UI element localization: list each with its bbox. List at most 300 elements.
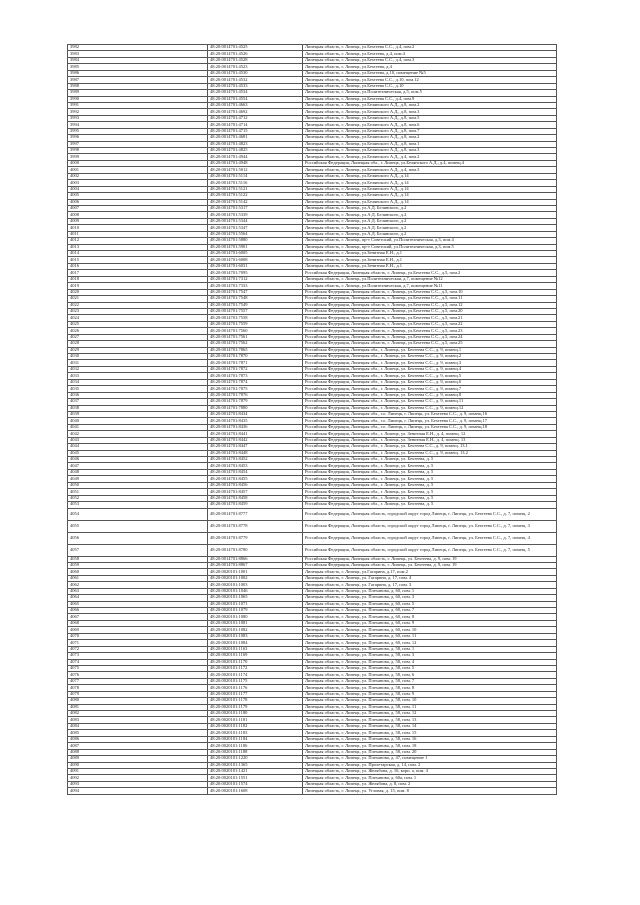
cadastral-number-cell: 48:20:0014701:7875	[208, 386, 303, 392]
row-number-cell: 3989	[68, 90, 208, 96]
address-cell: Липецкая область, г. Липецк, ул. Плеханова, д. 58, пом. 5	[303, 665, 557, 671]
table-row	[68, 508, 557, 520]
row-number-cell: 4090	[68, 762, 208, 768]
cadastral-number-cell: 48:20:0020101:1551	[208, 775, 303, 781]
row-number-cell: 3997	[68, 141, 208, 147]
row-number-cell: 4029	[68, 347, 208, 353]
cadastral-number-cell: 48:20:0020101:1175	[208, 678, 303, 684]
row-number-cell: 4052	[68, 495, 208, 501]
row-number-cell: 4078	[68, 685, 208, 691]
address-cell: Липецкая область, г. Липецк, ул. Желябова, д. 16, корп. а, пом. 4	[303, 768, 557, 774]
address-cell: Липецкая область, г. Липецк, ул.Политехническая, д.7, помещение №11	[303, 283, 557, 289]
row-number-cell: 4007	[68, 205, 208, 211]
address-cell: Российская Федерация, Липецкая обл., г. Липецк, ул. Бехтеева С.С., д. 9, помещ.4	[303, 366, 557, 372]
row-number-cell: 4073	[68, 653, 208, 659]
row-number-cell: 4000	[68, 160, 208, 166]
cadastral-number-cell: 48:20:0020101:1083	[208, 633, 303, 639]
cadastral-number-cell: 48:20:0014701:8455	[208, 476, 303, 482]
table-row	[68, 788, 557, 794]
row-number-cell: 4004	[68, 186, 208, 192]
address-cell: Российская Федерация, Липецкая обл., г. Липецк, ул. Бехтеева С.С., д. 9, помещ.3	[303, 360, 557, 366]
address-cell: Липецкая область, г. Липецк, ул.Бехтеева, д.4, пом.4	[303, 51, 557, 57]
table-row	[68, 520, 557, 532]
row-number-cell: 4057	[68, 544, 208, 556]
row-number-cell: 3992	[68, 109, 208, 115]
cadastral-number-cell: 48:20:0014701:4692	[208, 109, 303, 115]
cadastral-number-cell: 48:20:0014701:5142	[208, 199, 303, 205]
cadastral-number-cell: 48:20:0014701:8452	[208, 457, 303, 463]
address-cell: Российская Федерация, Липецкая обл., г. Липецк, ул. Бехтеева С.С., д. 9, помещ.12	[303, 405, 557, 411]
address-cell: Липецкая область, г. Липецк, ул.Белянского А.Д., д.14	[303, 193, 557, 199]
cadastral-number-cell: 48:20:0014701:5012	[208, 167, 303, 173]
cadastral-number-cell: 48:20:0014701:7557	[208, 308, 303, 314]
row-number-cell: 3983	[68, 51, 208, 57]
cadastral-number-cell: 48:20:0020101:1177	[208, 691, 303, 697]
row-number-cell: 4081	[68, 704, 208, 710]
row-number-cell: 4045	[68, 450, 208, 456]
cadastral-number-cell: 48:20:0020101:1421	[208, 768, 303, 774]
row-number-cell: 4026	[68, 328, 208, 334]
cadastral-number-cell: 48:20:0020101:1181	[208, 717, 303, 723]
address-cell: Липецкая область, г. Липецк, ул. Плеханова, д. 58, пом. 9	[303, 691, 557, 697]
address-cell: Липецкая область, г. Липецк, ул. Гагарина, д. 17, пом. 3	[303, 582, 557, 588]
address-cell: Российская Федерация, Липецкая обл., г. Липецк, ул. Бехтеева С.С., д. 9, помещ.8	[303, 392, 557, 398]
cadastral-number-cell: 48:20:0020101:1174	[208, 672, 303, 678]
address-cell: Липецкая область, г. Липецк, ул.Гагарина, д.17, пом.2	[303, 569, 557, 575]
cadastral-number-cell: 48:20:0014701:7559	[208, 321, 303, 327]
cadastral-number-cell: 48:20:0014701:5880	[208, 238, 303, 244]
address-cell: Российская Федерация, Липецкая обл., г. Липецк, ул. Бехтеева С.С., д. 9, помещ.5	[303, 373, 557, 379]
row-number-cell: 4039	[68, 411, 208, 417]
row-number-cell: 4033	[68, 373, 208, 379]
address-cell: Липецкая область, г. Липецк, ул. Плеханова, д. 60, пом. 8	[303, 614, 557, 620]
address-cell: Липецкая область, г. Липецк, ул. Плеханова, д. 60а, пом. 1	[303, 775, 557, 781]
address-cell: Липецкая область, г. Липецк, ул. Плеханова, д. 58, пом. 3	[303, 653, 557, 659]
address-cell: Липецкая область, г. Липецк, ул. Плеханова, д. 60, пом. 9	[303, 620, 557, 626]
row-number-cell: 4024	[68, 315, 208, 321]
cadastral-number-cell: 48:20:0014701:5317	[208, 205, 303, 211]
cadastral-number-cell: 48:20:0014701:7876	[208, 392, 303, 398]
row-number-cell: 4050	[68, 482, 208, 488]
address-cell: Российская Федерация, Липецкая обл., г. Липецк, ул. Бехтеева С.С., д. 9, помещ. 13.1	[303, 444, 557, 450]
address-cell: Липецкая область, г. Липецк, ул.Белянского А.Д., д.14	[303, 173, 557, 179]
cadastral-number-cell: 48:20:0014701:8441	[208, 431, 303, 437]
address-cell: Российская Федерация, Липецкая обл., г. Липецк, ул. Бехтеева, д. 5	[303, 469, 557, 475]
row-number-cell: 4063	[68, 588, 208, 594]
address-cell: Российская Федерация, Липецкая область, городской округ город Липецк, г. Липецк, ул. Бехтеева С.С., д. 7, помещ. 5	[303, 544, 557, 556]
table-row	[68, 544, 557, 556]
cadastral-number-cell: 48:20:0014701:7874	[208, 379, 303, 385]
row-number-cell: 4013	[68, 244, 208, 250]
row-number-cell: 4044	[68, 444, 208, 450]
cadastral-number-cell: 48:20:0020101:1188	[208, 749, 303, 755]
cadastral-number-cell: 48:20:0020101:1079	[208, 608, 303, 614]
address-cell: Липецкая область, г. Липецк, ул. Плеханова, д. 58, пом. 16	[303, 736, 557, 742]
row-number-cell: 4064	[68, 595, 208, 601]
cadastral-number-cell: 48:20:0020101:1084	[208, 640, 303, 646]
row-number-cell: 3995	[68, 128, 208, 134]
cadastral-number-cell: 48:20:0014701:6005	[208, 251, 303, 257]
row-number-cell: 4012	[68, 238, 208, 244]
row-number-cell: 4049	[68, 476, 208, 482]
address-cell: Липецкая область, г. Липецк, ул. Плеханова, д. 58, пом. 1	[303, 646, 557, 652]
cadastral-number-cell: 48:20:0014701:7549	[208, 302, 303, 308]
cadastral-number-cell: 48:20:0020101:1002	[208, 575, 303, 581]
row-number-cell: 4008	[68, 212, 208, 218]
address-cell: Российская Федерация, Липецкая область, городской округ город Липецк, г. Липецк, ул. Бехтеева С.С., д. 7, помещ. 4	[303, 532, 557, 544]
row-number-cell: 3994	[68, 122, 208, 128]
address-cell: Липецкая область, г. Липецк, ул. Плеханова, д. 60, пом. 10	[303, 627, 557, 633]
address-cell: Российская Федерация, Липецкая область, г. Липецк, ул.Бехтеева С.С., д.5, пом.12	[303, 302, 557, 308]
row-number-cell: 4075	[68, 665, 208, 671]
address-cell: Липецкая область, г. Липецк, ул.Бехтеева С.С., д.4, пом.3	[303, 57, 557, 63]
address-cell: Российская Федерация, Липецкая область, г. Липецк, ул.Бехтеева С.С., д.5, пом.21	[303, 315, 557, 321]
cadastral-number-cell: 48:20:0020101:1169	[208, 653, 303, 659]
row-number-cell: 4003	[68, 180, 208, 186]
cadastral-number-cell: 48:20:0014701:7548	[208, 296, 303, 302]
cadastral-number-cell: 48:20:0020101:1180	[208, 711, 303, 717]
row-number-cell: 4017	[68, 270, 208, 276]
cadastral-number-cell: 48:20:0020101:1184	[208, 736, 303, 742]
row-number-cell: 3982	[68, 45, 208, 51]
row-number-cell: 3987	[68, 77, 208, 83]
address-cell: Российская Федерация, Липецкая обл., г. Липецк, ул.Белянского А.Д., д.4, помещ.4	[303, 160, 557, 166]
row-number-cell: 4034	[68, 379, 208, 385]
row-number-cell: 3986	[68, 70, 208, 76]
cadastral-number-cell: 48:20:0020101:1182	[208, 723, 303, 729]
address-cell: Липецкая область, г. Липецк, пр-т Советский, ул.Политехническая, д.3, пом.4	[303, 238, 557, 244]
address-cell: Российская Федерация, Липецкая обл., г. Липецк, ул. Зенитная Е.Н., д. 4, помещ. 13	[303, 437, 557, 443]
cadastral-number-cell: 48:20:0014701:5347	[208, 225, 303, 231]
address-cell: Липецкая область, г. Липецк, ул.Зенитная Е.Н., д.1	[303, 263, 557, 269]
address-cell: Липецкая область, г. Липецк, ул.Бехтеева, д.4	[303, 64, 557, 70]
cadastral-number-cell: 48:20:0014701:8777	[208, 508, 303, 520]
cadastral-number-cell: 48:20:0020101:1183	[208, 730, 303, 736]
address-cell: Липецкая область, г. Липецк, ул.Бехтеева С.С., д.4, пом.2	[303, 45, 557, 51]
cadastral-number-cell: 48:20:0014701:7561	[208, 334, 303, 340]
cadastral-number-cell: 48:20:0014701:8780	[208, 544, 303, 556]
cadastral-number-cell: 48:20:0014701:4663	[208, 102, 303, 108]
row-number-cell: 4061	[68, 575, 208, 581]
address-cell: Российская Федерация, Липецкая обл., г. Липецк, ул. Бехтеева, д. 5	[303, 495, 557, 501]
cadastral-number-cell: 48:20:0014701:8453	[208, 463, 303, 469]
row-number-cell: 3990	[68, 96, 208, 102]
address-cell: Липецкая область, г. Липецк, ул. Плеханова, д. 58, пом. 7	[303, 678, 557, 684]
address-cell: Российская Федерация, Липецкая обл., г. Липецк, ул. Бехтеева С.С., д. 9, помещ.1	[303, 347, 557, 353]
row-number-cell: 3985	[68, 64, 208, 70]
address-cell: Липецкая область, г. Липецк, ул.А.Д. Белянского, д.2	[303, 231, 557, 237]
cadastral-number-cell: 48:20:0014701:5122	[208, 193, 303, 199]
cadastral-number-cell: 48:20:0014701:8778	[208, 520, 303, 532]
row-number-cell: 4002	[68, 173, 208, 179]
address-cell: Липецкая область, г. Липецк, ул. Плеханова, д. 58, пом. 18	[303, 743, 557, 749]
cadastral-number-cell: 48:20:0014701:4523	[208, 64, 303, 70]
address-cell: Российская Федерация, Липецкая область, г. Липецк, ул.Бехтеева С.С., д.5, пом.23	[303, 328, 557, 334]
row-number-cell: 4053	[68, 502, 208, 508]
address-cell: Российская Федерация, Липецкая обл., г. Липецк, ул. Бехтеева, д. 5	[303, 502, 557, 508]
row-number-cell: 3984	[68, 57, 208, 63]
address-cell: Липецкая область, г. Липецк, ул. Плеханова, д. 58, пом. 8	[303, 685, 557, 691]
cadastral-number-cell: 48:20:0020101:1081	[208, 620, 303, 626]
row-number-cell: 4043	[68, 437, 208, 443]
cadastral-number-cell: 48:20:0020101:1178	[208, 698, 303, 704]
address-cell: Липецкая область, г. Липецк, ул. Плеханова, д. 58, пом. 4	[303, 659, 557, 665]
row-number-cell: 4040	[68, 418, 208, 424]
cadastral-number-cell: 48:20:0020101:1220	[208, 756, 303, 762]
cadastral-number-cell: 48:20:0014701:4528	[208, 57, 303, 63]
cadastral-number-cell: 48:20:0014701:4944	[208, 154, 303, 160]
cadastral-number-cell: 48:20:0014701:5344	[208, 218, 303, 224]
row-number-cell: 4083	[68, 717, 208, 723]
row-number-cell: 3999	[68, 154, 208, 160]
cadastral-number-cell: 48:20:0020101:1179	[208, 704, 303, 710]
address-cell: Российская Федерация, Липецкая область, г. Липецк, ул.Бехтеева С.С., д.5, пом.2	[303, 270, 557, 276]
row-number-cell: 4021	[68, 296, 208, 302]
row-number-cell: 4094	[68, 788, 208, 794]
cadastral-number-cell: 48:20:0020101:1170	[208, 659, 303, 665]
address-cell: Российская Федерация, Липецкая обл., г.о. Липецк, г. Липецк, ул. Бехтеева С.С., д. 9, помещ.17	[303, 418, 557, 424]
cadastral-number-cell: 48:20:0014701:8435	[208, 418, 303, 424]
address-cell: Российская Федерация, Липецкая область, г. Липецк, ул.Бехтеева С.С., д.5, пом.20	[303, 308, 557, 314]
cadastral-number-cell: 48:20:0014701:5116	[208, 180, 303, 186]
address-cell: Липецкая область, г. Липецк, ул.Белянского А.Д., д.14	[303, 186, 557, 192]
row-number-cell: 4062	[68, 582, 208, 588]
cadastral-number-cell: 48:20:0014701:7558	[208, 315, 303, 321]
cadastral-number-cell: 48:20:0014701:8456	[208, 482, 303, 488]
cadastral-number-cell: 48:20:0020101:1574	[208, 781, 303, 787]
row-number-cell: 4082	[68, 711, 208, 717]
cadastral-number-cell: 48:20:0020101:1080	[208, 614, 303, 620]
address-cell: Российская Федерация, Липецкая обл., г. Липецк, ул. Бехтеева, д. 5	[303, 476, 557, 482]
row-number-cell: 4028	[68, 341, 208, 347]
cadastral-number-cell: 48:20:0014701:7547	[208, 289, 303, 295]
address-cell: Российская Федерация, Липецкая область, г. Липецк, ул.Бехтеева С.С., д.5, пом.11	[303, 296, 557, 302]
address-cell: Липецкая область, г. Липецк, ул.Белянского А.Д., д.8, пом.1	[303, 141, 557, 147]
address-cell: Российская Федерация, Липецкая обл., г. Липецк, ул. Бехтеева, д. 5	[303, 457, 557, 463]
row-number-cell: 4067	[68, 614, 208, 620]
address-cell: Российская Федерация, Липецкая область, г. Липецк, ул.Бехтеева С.С., д.5, пом.25	[303, 341, 557, 347]
row-number-cell: 4089	[68, 756, 208, 762]
cadastral-number-cell: 48:20:0020101:1071	[208, 601, 303, 607]
row-number-cell: 4036	[68, 392, 208, 398]
address-cell: Липецкая область, г. Липецк, ул. Плеханова, д. 60, пом. 7	[303, 608, 557, 614]
address-cell: Российская Федерация, Липецкая обл., г. Липецк, ул. Зенитная Е.Н., д. 4, помещ. 12	[303, 431, 557, 437]
row-number-cell: 4069	[68, 627, 208, 633]
cadastral-number-cell: 48:20:0014701:7560	[208, 328, 303, 334]
cadastral-number-cell: 48:20:0014701:8779	[208, 532, 303, 544]
row-number-cell: 4058	[68, 556, 208, 562]
cadastral-number-cell: 48:20:0020101:1046	[208, 588, 303, 594]
address-cell: Липецкая область, г. Липецк, ул. Плеханова, д. 58, пом. 12	[303, 711, 557, 717]
cadastral-number-cell: 48:20:0014701:4823	[208, 141, 303, 147]
cadastral-number-cell: 48:20:0014701:6008	[208, 257, 303, 263]
row-number-cell: 3996	[68, 135, 208, 141]
row-number-cell: 4016	[68, 263, 208, 269]
cadastral-number-cell: 48:20:0014701:7095	[208, 270, 303, 276]
cadastral-number-cell: 48:20:0014701:8454	[208, 469, 303, 475]
address-cell: Липецкая область, г. Липецк, ул.Белянского А.Д., д.8, пом.3	[303, 148, 557, 154]
cadastral-number-cell: 48:20:0020101:1082	[208, 627, 303, 633]
row-number-cell: 4001	[68, 167, 208, 173]
address-cell: Липецкая область, г. Липецк, ул.Зенитная Е.Н., д.1	[303, 257, 557, 263]
address-cell: Липецкая область, г. Липецк, ул. Плеханова, д. 60, пом. 5	[303, 601, 557, 607]
address-cell: Российская Федерация, Липецкая область, городской округ город Липецк, г. Липецк, ул. Бехтеева С.С., д. 7, помещ. 2	[303, 508, 557, 520]
cadastral-number-cell: 48:20:0014701:4948	[208, 160, 303, 166]
address-cell: Липецкая область, г. Липецк, ул.Бехтеева, д.10, помещение №5	[303, 70, 557, 76]
row-number-cell: 4071	[68, 640, 208, 646]
address-cell: Российская Федерация, Липецкая область, г. Липецк, ул.Бехтеева С.С., д.5, пом.10	[303, 289, 557, 295]
row-number-cell: 4032	[68, 366, 208, 372]
cadastral-number-cell: 48:20:0014701:4530	[208, 70, 303, 76]
address-cell: Липецкая область, г. Липецк, ул.Белянского А.Д., д.8, пом.3	[303, 109, 557, 115]
cadastral-number-cell: 48:20:0020101:1003	[208, 582, 303, 588]
cadastral-number-cell: 48:20:0014701:4526	[208, 51, 303, 57]
address-cell: Российская Федерация, Липецкая область, г. Липецк, ул.Бехтеева С.С., д.5, пом.22	[303, 321, 557, 327]
address-cell: Российская Федерация, Липецкая область, г. Липецк, ул. Бехтеева, д. 9, пом. 19	[303, 562, 557, 568]
address-cell: Российская Федерация, Липецкая обл., г. Липецк, ул. Бехтеева, д. 5	[303, 482, 557, 488]
address-cell: Российская Федерация, Липецкая обл., г. Липецк, ул. Бехтеева, д. 5	[303, 463, 557, 469]
address-cell: Липецкая область, г. Липецк, пр-т Советский, ул.Политехническая, д.3, пом.5	[303, 244, 557, 250]
row-number-cell: 4086	[68, 736, 208, 742]
cadastral-number-cell: 48:20:0014701:5114	[208, 173, 303, 179]
address-cell: Липецкая область, г. Липецк, ул. Плеханова, д. 47, помещение 1	[303, 756, 557, 762]
row-number-cell: 4059	[68, 562, 208, 568]
row-number-cell: 4056	[68, 532, 208, 544]
address-cell: Российская Федерация, Липецкая обл., г. Липецк, ул. Бехтеева С.С., д. 9, помещ.7	[303, 386, 557, 392]
row-number-cell: 4020	[68, 289, 208, 295]
cadastral-number-cell: 48:20:0014701:4712	[208, 115, 303, 121]
cadastral-number-cell: 48:20:0020101:1065	[208, 595, 303, 601]
address-cell: Российская Федерация, Липецкая обл., г.о. Липецк, г. Липецк, ул. Бехтеева С.С., д. 9, помещ.18	[303, 424, 557, 430]
address-cell: Липецкая область, г. Липецк, ул. Плеханова, д. 58, пом. 13	[303, 717, 557, 723]
address-cell: Липецкая область, г. Липецк, ул.А.Д. Белянского, д.2	[303, 225, 557, 231]
address-cell: Российская Федерация, Липецкая обл., г. Липецк, ул. Бехтеева С.С., д. 9, помещ.11	[303, 399, 557, 405]
row-number-cell: 4038	[68, 405, 208, 411]
cadastral-number-cell: 48:20:0014701:8457	[208, 489, 303, 495]
row-number-cell: 4046	[68, 457, 208, 463]
address-cell: Российская Федерация, Липецкая область, городской округ город Липецк, г. Липецк, ул. Бехтеева С.С., д. 7, помещ. 3	[303, 520, 557, 532]
address-cell: Липецкая область, г. Липецк, ул.Белянского А.Д., д.8, пом.5	[303, 115, 557, 121]
cadastral-number-cell: 48:20:0014701:4532	[208, 77, 303, 83]
cadastral-number-cell: 48:20:0014701:6031	[208, 263, 303, 269]
row-number-cell: 4055	[68, 520, 208, 532]
cadastral-number-cell: 48:20:0020101:1163	[208, 646, 303, 652]
row-number-cell: 4011	[68, 231, 208, 237]
address-cell: Липецкая область, г. Липецк, ул. Плеханова, д. 60, пом. 12	[303, 640, 557, 646]
row-number-cell: 4048	[68, 469, 208, 475]
address-cell: Липецкая область, г. Липецк, ул. Плеханова, д. 58, пом. 14	[303, 723, 557, 729]
cadastral-number-cell: 48:20:0014701:8867	[208, 562, 303, 568]
row-number-cell: 3998	[68, 148, 208, 154]
address-cell: Российская Федерация, Липецкая область, г. Липецк, ул. Бехтеева, д. 9, пом. 19	[303, 556, 557, 562]
address-cell: Липецкая область, г. Липецк, ул.Бехтеева С.С., д.4, пом.9	[303, 96, 557, 102]
row-number-cell: 4005	[68, 193, 208, 199]
address-cell: Российская Федерация, Липецкая обл., г. Липецк, ул. Бехтеева С.С., д. 9, помещ. 13.2	[303, 450, 557, 456]
cadastral-number-cell: 48:20:0014701:7870	[208, 354, 303, 360]
row-number-cell: 4031	[68, 360, 208, 366]
row-number-cell: 4035	[68, 386, 208, 392]
row-number-cell: 4027	[68, 334, 208, 340]
row-number-cell: 4006	[68, 199, 208, 205]
row-number-cell: 4018	[68, 276, 208, 282]
row-number-cell: 4079	[68, 691, 208, 697]
cadastral-number-cell: 48:20:0014701:4715	[208, 128, 303, 134]
address-cell: Липецкая область, г. Липецк, ул.Бехтеева С.С., д.10, пом.12	[303, 77, 557, 83]
row-number-cell: 4051	[68, 489, 208, 495]
row-number-cell: 4076	[68, 672, 208, 678]
address-cell: Российская Федерация, Липецкая область, г. Липецк, ул.Бехтеева С.С., д.5, пом.24	[303, 334, 557, 340]
row-number-cell: 4077	[68, 678, 208, 684]
address-cell: Липецкая область, г. Липецк, ул.Белянского А.Д., д.14	[303, 199, 557, 205]
row-number-cell: 4054	[68, 508, 208, 520]
address-cell: Липецкая область, г. Липецк, ул.Белянского А.Д., д.14	[303, 180, 557, 186]
row-number-cell: 4066	[68, 608, 208, 614]
cadastral-number-cell: 48:20:0014701:5901	[208, 244, 303, 250]
address-cell: Липецкая область, г. Липецк, ул. Угловая, д. 15, пом. 8	[303, 788, 557, 794]
row-number-cell: 4088	[68, 749, 208, 755]
cadastral-number-cell: 48:20:0020101:1186	[208, 743, 303, 749]
cadastral-number-cell: 48:20:0014701:5121	[208, 186, 303, 192]
cadastral-number-cell: 48:20:0014701:8459	[208, 502, 303, 508]
address-cell: Липецкая область, г. Липецк, ул. Плеханова, д. 58, пом. 11	[303, 704, 557, 710]
row-number-cell: 4060	[68, 569, 208, 575]
row-number-cell: 3993	[68, 115, 208, 121]
row-number-cell: 4072	[68, 646, 208, 652]
address-cell: Липецкая область, г. Липецк, ул. Гагарина, д. 17, пом. 4	[303, 575, 557, 581]
address-cell: Липецкая область, г. Липецк, ул.Политехническая, д.5, пом.5	[303, 90, 557, 96]
cadastral-number-cell: 48:20:0014701:4681	[208, 135, 303, 141]
row-number-cell: 4087	[68, 743, 208, 749]
row-number-cell: 3991	[68, 102, 208, 108]
address-cell: Липецкая область, г. Липецк, ул.Белянского А.Д., д.8, пом.2	[303, 135, 557, 141]
cadastral-number-cell: 48:20:0020101:1172	[208, 665, 303, 671]
row-number-cell: 4009	[68, 218, 208, 224]
address-cell: Липецкая область, г. Липецк, ул.Белянского А.Д., д.8, пом.2	[303, 102, 557, 108]
cadastral-number-cell: 48:20:0014701:8866	[208, 556, 303, 562]
row-number-cell: 4023	[68, 308, 208, 314]
row-number-cell: 4091	[68, 768, 208, 774]
address-cell: Липецкая область, г. Липецк, ул. Плеханова, д. 60, пом. 3	[303, 595, 557, 601]
cadastral-number-cell: 48:20:0014701:7865	[208, 347, 303, 353]
address-cell: Липецкая область, г. Липецк, ул.Белянского А.Д., д.4, пом.3	[303, 167, 557, 173]
cadastral-number-cell: 48:20:0014701:4533	[208, 83, 303, 89]
address-cell: Липецкая область, г. Липецк, ул. Плеханова, д. 58, пом. 20	[303, 749, 557, 755]
address-cell: Липецкая область, г. Липецк, ул. Плеханова, д. 60, пом. 1	[303, 588, 557, 594]
cadastral-number-cell: 48:20:0014701:7879	[208, 399, 303, 405]
address-cell: Российская Федерация, Липецкая обл., г.о. Липецк, г. Липецк, ул. Бехтеева С.С., д. 9, помещ.16	[303, 411, 557, 417]
address-cell: Липецкая область, г. Липецк, ул. Плеханова, д. 60, пом. 11	[303, 633, 557, 639]
row-number-cell: 4030	[68, 354, 208, 360]
property-registry-table	[67, 44, 557, 795]
row-number-cell: 4070	[68, 633, 208, 639]
row-number-cell: 4093	[68, 781, 208, 787]
address-cell: Липецкая область, г. Липецк, ул.Белянского А.Д., д.8, пом.6	[303, 122, 557, 128]
address-cell: Липецкая область, г. Липецк, ул.А.Д. Белянского, д.2	[303, 205, 557, 211]
cadastral-number-cell: 48:20:0014701:8447	[208, 444, 303, 450]
cadastral-number-cell: 48:20:0014701:5564	[208, 231, 303, 237]
cadastral-number-cell: 48:20:0014701:8436	[208, 424, 303, 430]
cadastral-number-cell: 48:20:0014701:7872	[208, 366, 303, 372]
cadastral-number-cell: 48:20:0014701:8448	[208, 450, 303, 456]
cadastral-number-cell: 48:20:0014701:8458	[208, 495, 303, 501]
cadastral-number-cell: 48:20:0014701:7333	[208, 283, 303, 289]
address-cell: Липецкая область, г. Липецк, ул.Зенитная Е.Н., д.1	[303, 251, 557, 257]
row-number-cell: 4014	[68, 251, 208, 257]
address-cell: Липецкая область, г. Липецк, ул. Желябова, д. 8, пом. 2	[303, 781, 557, 787]
row-number-cell: 4015	[68, 257, 208, 263]
cadastral-number-cell: 48:20:0014701:7562	[208, 341, 303, 347]
cadastral-number-cell: 48:20:0020101:1608	[208, 788, 303, 794]
